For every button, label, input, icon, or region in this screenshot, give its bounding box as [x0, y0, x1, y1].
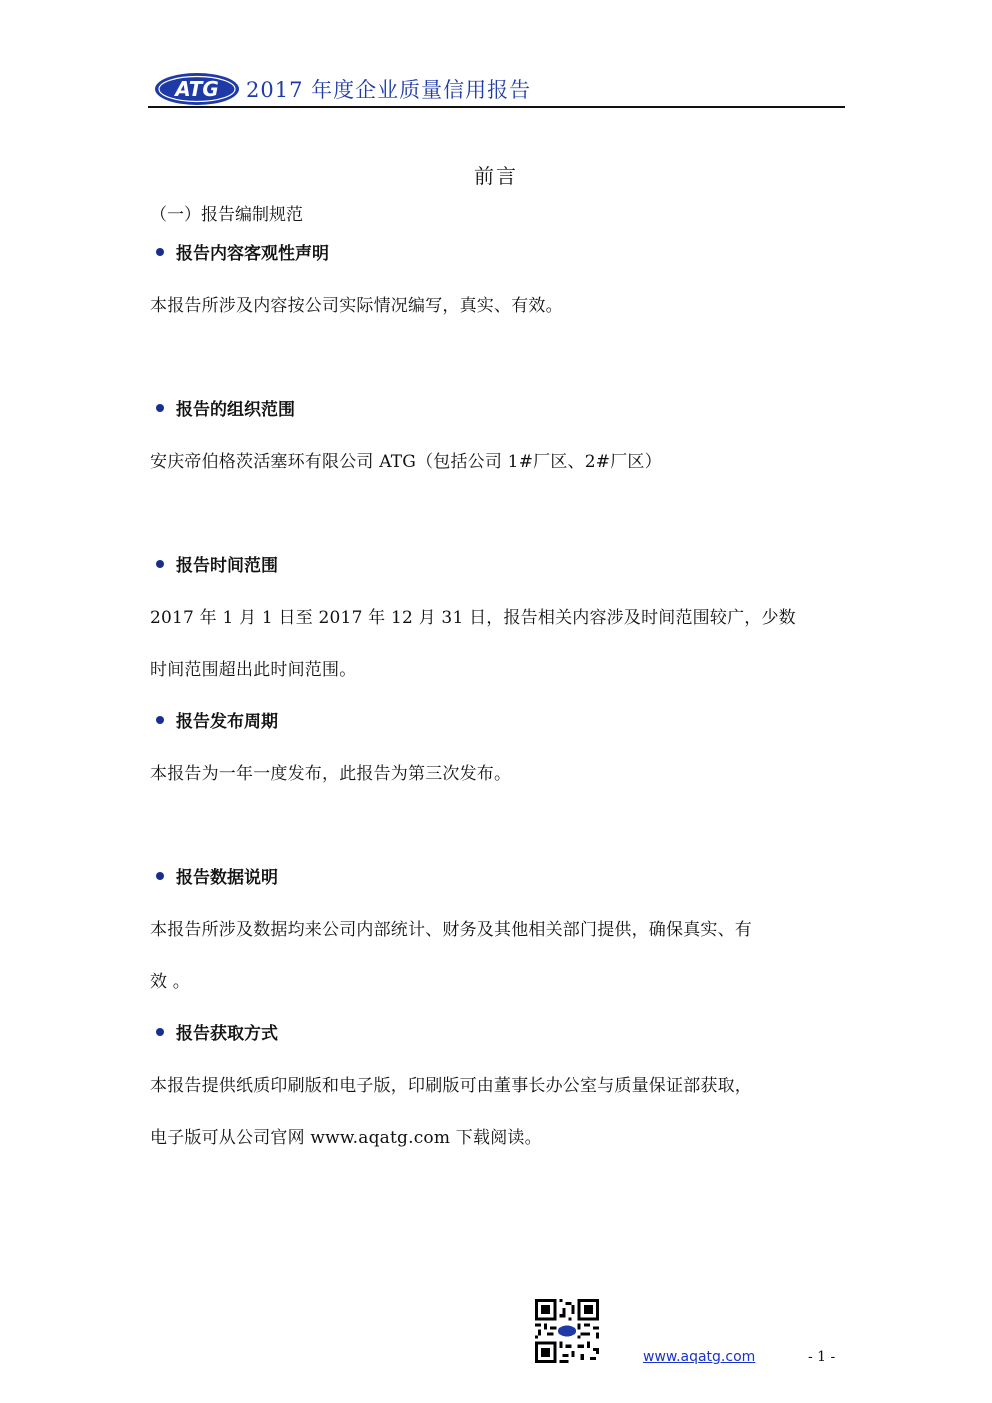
section-heading-text: 报告发布周期	[176, 712, 278, 732]
header-title: 2017 年度企业质量信用报告	[246, 78, 532, 102]
section-label: （一）报告编制规范	[150, 205, 303, 225]
body-text-line: 电子版可从公司官网 www.aqatg.com 下载阅读。	[150, 1128, 542, 1148]
page-number: - 1 -	[808, 1349, 836, 1365]
section-heading	[150, 395, 295, 420]
section-heading-text: 报告内容客观性声明	[176, 244, 329, 264]
bullet-icon	[156, 560, 164, 568]
footer-website-link[interactable]: www.aqatg.com	[643, 1349, 756, 1365]
page-header	[150, 68, 844, 108]
body-text-line: 本报告为一年一度发布，此报告为第三次发布。	[150, 764, 512, 784]
body-text-line: 效 。	[150, 972, 191, 992]
body-text-line: 时间范围超出此时间范围。	[150, 660, 357, 680]
header-divider	[148, 106, 845, 108]
section-heading-text: 报告的组织范围	[176, 400, 295, 420]
section-heading	[150, 551, 278, 576]
section-heading-text: 报告获取方式	[176, 1024, 278, 1044]
section-heading-text: 报告数据说明	[176, 868, 278, 888]
section-heading	[150, 863, 278, 888]
bullet-icon	[156, 248, 164, 256]
bullet-icon	[156, 404, 164, 412]
bullet-icon	[156, 716, 164, 724]
qr-code-icon	[535, 1299, 599, 1363]
section-heading-text: 报告时间范围	[176, 556, 278, 576]
body-text-line: 本报告所涉及内容按公司实际情况编写，真实、有效。	[150, 296, 563, 316]
svg-text:ATG: ATG	[175, 77, 219, 101]
bullet-icon	[156, 872, 164, 880]
body-text-line: 本报告提供纸质印刷版和电子版，印刷版可由董事长办公室与质量保证部获取，	[150, 1076, 752, 1096]
section-heading	[150, 707, 278, 732]
body-text-line: 2017 年 1 月 1 日至 2017 年 12 月 31 日，报告相关内容涉及时间范围较广，少数	[150, 608, 796, 628]
section-heading	[150, 239, 329, 264]
bullet-icon	[156, 1028, 164, 1036]
section-heading	[150, 1019, 278, 1044]
page-title: 前言	[474, 164, 518, 188]
body-text-line: 本报告所涉及数据均来公司内部统计、财务及其他相关部门提供，确保真实、有	[150, 920, 752, 940]
body-text-line: 安庆帝伯格茨活塞环有限公司 ATG（包括公司 1#厂区、2#厂区）	[150, 452, 662, 472]
atg-logo	[154, 72, 240, 106]
